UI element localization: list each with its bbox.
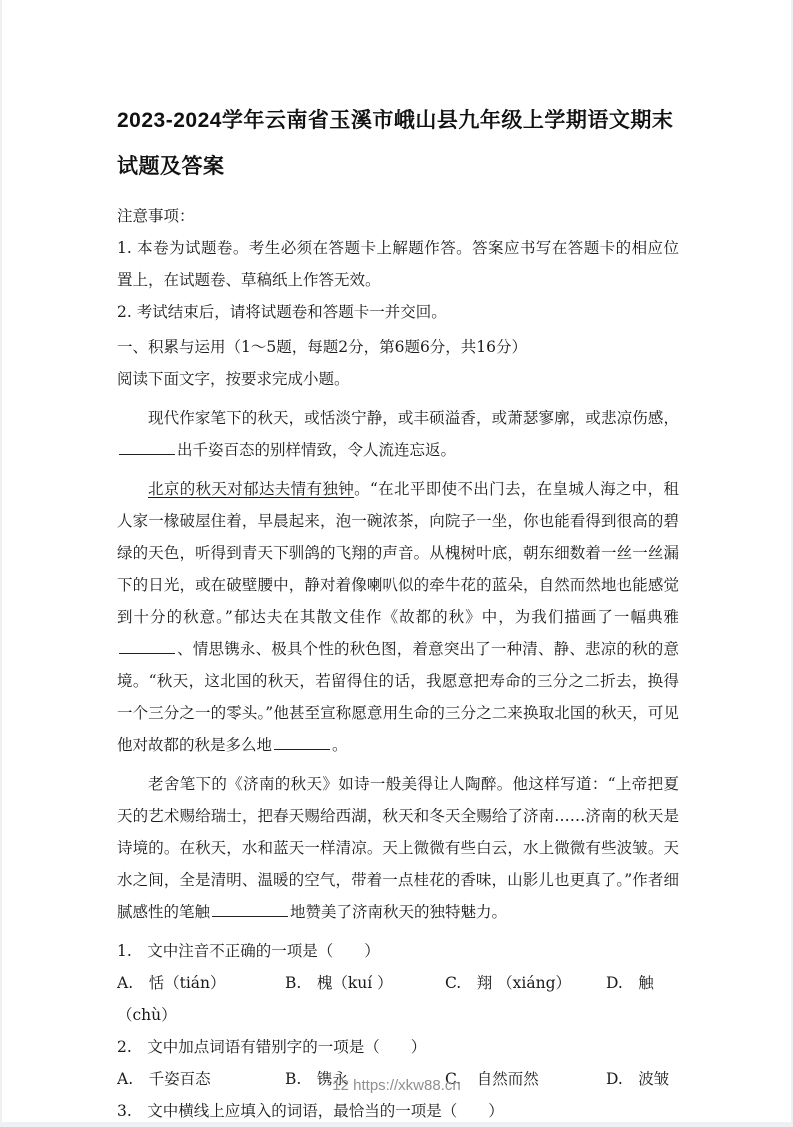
text-segment: 地赞美了济南秋天的独特魅力。 bbox=[290, 903, 508, 921]
text-segment: 现代作家笔下的秋天，或恬淡宁静，或丰硕溢香，或萧瑟寥廓，或悲凉伤感， bbox=[148, 409, 679, 427]
question-1-option-b: B. 槐（kuí ） bbox=[285, 974, 393, 992]
text-segment: 、情思镌永、极具个性的秋色图，着意突出了一种清、静、悲凉的秋的意境。“秋天，这北国的秋天，若留得住的话，我愿意把寿命的三分之二折去，换得一个三分之一的零头。”他甚至宣称愿意用生命的三分之二来换取北国的秋天，可见他对故都的秋是多么地 bbox=[117, 640, 679, 754]
notice-item-1: 1. 本卷为试题卷。考生必须在答题卡上解题作答。答案应书写在答题卡的相应位置上，在试题卷、草稿纸上作答无效。 bbox=[117, 239, 679, 289]
question-2-option-b: B. 镌永 bbox=[285, 1070, 348, 1088]
question-1-option-c: C. 翔 （xiáng） bbox=[445, 974, 572, 992]
question-1-option-d: D. 触 bbox=[606, 974, 654, 992]
underlined-phrase: 北京的秋天对郁达夫情有独钟 bbox=[148, 480, 355, 498]
notice-heading: 注意事项： bbox=[117, 207, 195, 225]
title-line-2: 试题及答案 bbox=[117, 155, 225, 178]
text-segment: 。 bbox=[332, 736, 348, 754]
title-line-1: 2023-2024学年云南省玉溪市峨山县九年级上学期语文期末 bbox=[117, 109, 674, 132]
notice-item-2: 2. 考试结束后，请将试题卷和答题卡一并交回。 bbox=[117, 303, 447, 321]
text-segment: 老舍笔下的《济南的秋天》如诗一般美得让人陶醉。他这样写道：“上帝把夏天的艺术赐给瑞士，把春天赐给西湖，秋天和冬天全赐给了济南……济南的秋天是诗境的。在秋天，水和蓝天一样清凉。天上微微有些白云，水上微微有些波皱。天水之间，全是清明、温暖的空气，带着一点桂花的香味，山影儿也更真了。”作者细腻感性的笔触 bbox=[117, 775, 679, 921]
question-1-options bbox=[117, 967, 679, 999]
blank-line bbox=[119, 440, 175, 455]
section-heading: 一、积累与运用（1～5题，每题2分，第6题6分，共16分） bbox=[117, 338, 528, 356]
document-page bbox=[2, 0, 791, 1122]
question-2-option-a: A. 千姿百态 bbox=[117, 1070, 211, 1088]
passage-paragraph-2 bbox=[117, 473, 679, 761]
question-3-stem: 3. 文中横线上应填入的词语，最恰当的一项是（ ） bbox=[117, 1102, 504, 1120]
question-2-option-c: C. 自然而然 bbox=[445, 1070, 539, 1088]
passage-paragraph-3 bbox=[117, 768, 679, 928]
document-body bbox=[117, 200, 679, 1127]
page-footer: 12 https://xkw88.cn bbox=[332, 1077, 461, 1094]
blank-line bbox=[274, 735, 330, 750]
text-segment: 出千姿百态的别样情致，令人流连忘返。 bbox=[177, 441, 457, 459]
blank-line bbox=[212, 902, 288, 917]
reading-prompt: 阅读下面文字，按要求完成小题。 bbox=[117, 370, 350, 388]
question-2-option-d: D. 波皱 bbox=[606, 1070, 670, 1088]
question-2-stem: 2. 文中加点词语有错别字的一项是（ ） bbox=[117, 1038, 427, 1056]
question-1-stem: 1. 文中注音不正确的一项是（ ） bbox=[117, 942, 380, 960]
text-segment: 。“在北平即使不出门去，在皇城人海之中，租人家一椽破屋住着，早晨起来，泡一碗浓茶，向院子一坐，你也能看得到很高的碧绿的天色，听得到青天下驯鸽的飞翔的声音。从槐树叶底，朝东细数着一丝一丝漏下的日光，或在破壁腰中，静对着像喇叭似的牵牛花的蓝朵，自然而然地也能感觉到十分的秋意。”郁达夫在其散文佳作《故都的秋》中，为我们描画了一幅典雅 bbox=[117, 480, 679, 626]
passage-paragraph-1 bbox=[117, 402, 679, 466]
question-1-option-d-wrap: （chù） bbox=[117, 1006, 177, 1024]
question-1-option-a: A. 恬（tián） bbox=[117, 974, 226, 992]
document-title bbox=[117, 98, 679, 190]
blank-line bbox=[119, 639, 175, 654]
